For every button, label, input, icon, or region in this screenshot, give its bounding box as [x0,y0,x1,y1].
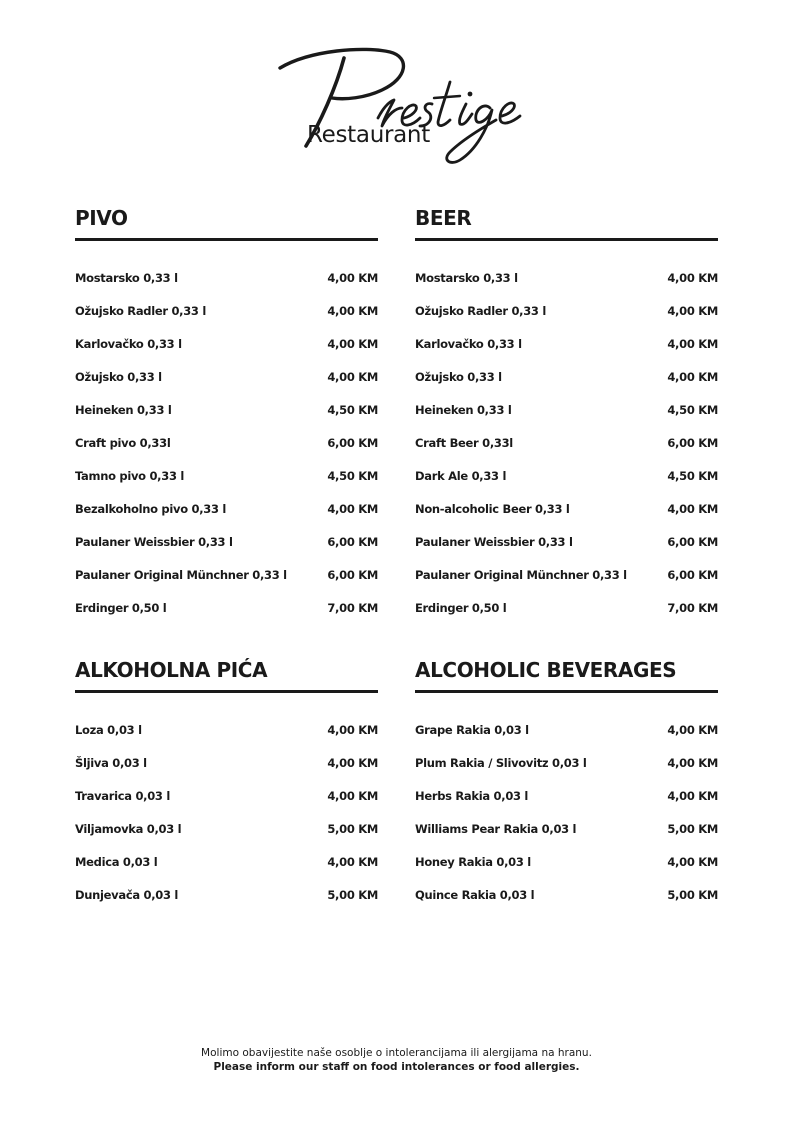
menu-item [75,713,378,746]
item-name: Viljamovka 0,03 l [75,821,182,836]
menu-item [415,525,718,558]
item-name: Paulaner Original Münchner 0,33 l [75,567,287,582]
section-title: BEER [415,206,472,230]
item-price: 4,00 KM [667,369,718,384]
item-price: 4,00 KM [327,755,378,770]
item-price: 6,00 KM [667,435,718,450]
item-name: Paulaner Weissbier 0,33 l [75,534,233,549]
item-price: 4,50 KM [667,468,718,483]
menu-item [415,845,718,878]
item-name: Dunjevača 0,03 l [75,887,179,902]
menu-item [75,459,378,492]
item-name: Bezalkoholno pivo 0,33 l [75,501,227,516]
section-divider [75,238,378,241]
item-price: 6,00 KM [667,534,718,549]
section-pivo [75,204,378,624]
menu-item [415,746,718,779]
item-price: 4,50 KM [667,402,718,417]
item-name: Karlovačko 0,33 l [75,336,182,351]
menu-item [415,360,718,393]
section-title: ALCOHOLIC BEVERAGES [415,658,677,682]
item-price: 4,00 KM [327,788,378,803]
item-price: 6,00 KM [327,567,378,582]
menu-list [75,713,378,911]
allergy-notice [0,1046,793,1074]
menu-item [75,779,378,812]
menu-item [415,492,718,525]
section-alkoholna-pica [75,656,378,911]
item-name: Loza 0,03 l [75,722,142,737]
menu-item [75,558,378,591]
item-name: Dark Ale 0,33 l [415,468,507,483]
item-price: 4,00 KM [667,501,718,516]
menu-item [75,812,378,845]
menu-item [415,459,718,492]
item-price: 5,00 KM [667,887,718,902]
item-price: 4,00 KM [667,755,718,770]
item-name: Plum Rakia / Slivovitz 0,03 l [415,755,587,770]
menu-item [75,746,378,779]
item-name: Craft Beer 0,33l [415,435,513,450]
menu-list [415,261,718,624]
menu-item [75,525,378,558]
item-price: 4,00 KM [667,722,718,737]
item-name: Herbs Rakia 0,03 l [415,788,529,803]
item-name: Medica 0,03 l [75,854,158,869]
section-divider [75,690,378,693]
section-alcoholic-beverages [415,656,718,911]
item-name: Šljiva 0,03 l [75,755,147,770]
section-title: ALKOHOLNA PIĆA [75,658,268,682]
item-price: 4,00 KM [327,336,378,351]
menu-item [75,591,378,624]
item-price: 4,00 KM [667,788,718,803]
menu-item [75,294,378,327]
item-name: Heineken 0,33 l [415,402,512,417]
item-name: Ožujsko 0,33 l [415,369,502,384]
item-price: 5,00 KM [327,887,378,902]
menu-list [75,261,378,624]
menu-item [75,426,378,459]
menu-item [415,261,718,294]
item-price: 6,00 KM [667,567,718,582]
menu-item [415,878,718,911]
section-divider [415,690,718,693]
menu-item [75,261,378,294]
item-name: Erdinger 0,50 l [75,600,167,615]
item-name: Ožujsko Radler 0,33 l [75,303,206,318]
item-name: Grape Rakia 0,03 l [415,722,529,737]
item-price: 4,00 KM [667,336,718,351]
prestige-script-logo [270,38,530,168]
section-beer [415,204,718,624]
item-price: 4,00 KM [667,270,718,285]
item-price: 4,50 KM [327,402,378,417]
item-price: 5,00 KM [667,821,718,836]
menu-item [75,393,378,426]
item-name: Ožujsko 0,33 l [75,369,162,384]
menu-item [415,426,718,459]
section-divider [415,238,718,241]
menu-item [415,713,718,746]
menu-item [75,878,378,911]
item-name: Heineken 0,33 l [75,402,172,417]
item-price: 4,00 KM [327,303,378,318]
menu-item [415,393,718,426]
item-name: Paulaner Weissbier 0,33 l [415,534,573,549]
item-name: Erdinger 0,50 l [415,600,507,615]
menu-item [415,812,718,845]
item-name: Craft pivo 0,33l [75,435,171,450]
menu-list [415,713,718,911]
item-name: Williams Pear Rakia 0,03 l [415,821,577,836]
item-price: 4,00 KM [327,501,378,516]
item-price: 7,00 KM [327,600,378,615]
menu-item [75,327,378,360]
item-name: Paulaner Original Münchner 0,33 l [415,567,627,582]
menu-item [75,492,378,525]
menu-item [415,779,718,812]
item-price: 6,00 KM [327,534,378,549]
item-name: Ožujsko Radler 0,33 l [415,303,546,318]
allergy-notice-english: Please inform our staff on food intolerances or food allergies. [213,1061,580,1073]
item-price: 4,00 KM [667,303,718,318]
menu-item [415,558,718,591]
item-name: Travarica 0,03 l [75,788,170,803]
menu-item [415,294,718,327]
item-price: 7,00 KM [667,600,718,615]
item-price: 6,00 KM [327,435,378,450]
menu-item [415,327,718,360]
item-price: 4,00 KM [327,369,378,384]
item-name: Mostarsko 0,33 l [415,270,518,285]
section-title: PIVO [75,206,128,230]
item-price: 5,00 KM [327,821,378,836]
item-price: 4,00 KM [327,270,378,285]
item-name: Tamno pivo 0,33 l [75,468,184,483]
item-name: Quince Rakia 0,03 l [415,887,535,902]
allergy-notice-local: Molimo obavijestite naše osoblje o intolerancijama ili alergijama na hranu. [201,1047,592,1059]
item-price: 4,50 KM [327,468,378,483]
item-name: Karlovačko 0,33 l [415,336,522,351]
item-name: Honey Rakia 0,03 l [415,854,531,869]
item-name: Non-alcoholic Beer 0,33 l [415,501,570,516]
menu-item [75,845,378,878]
restaurant-logo [270,38,530,168]
item-price: 4,00 KM [667,854,718,869]
menu-item [75,360,378,393]
logo-subtitle: Restaurant [307,122,430,148]
item-price: 4,00 KM [327,722,378,737]
item-name: Mostarsko 0,33 l [75,270,178,285]
menu-item [415,591,718,624]
item-price: 4,00 KM [327,854,378,869]
